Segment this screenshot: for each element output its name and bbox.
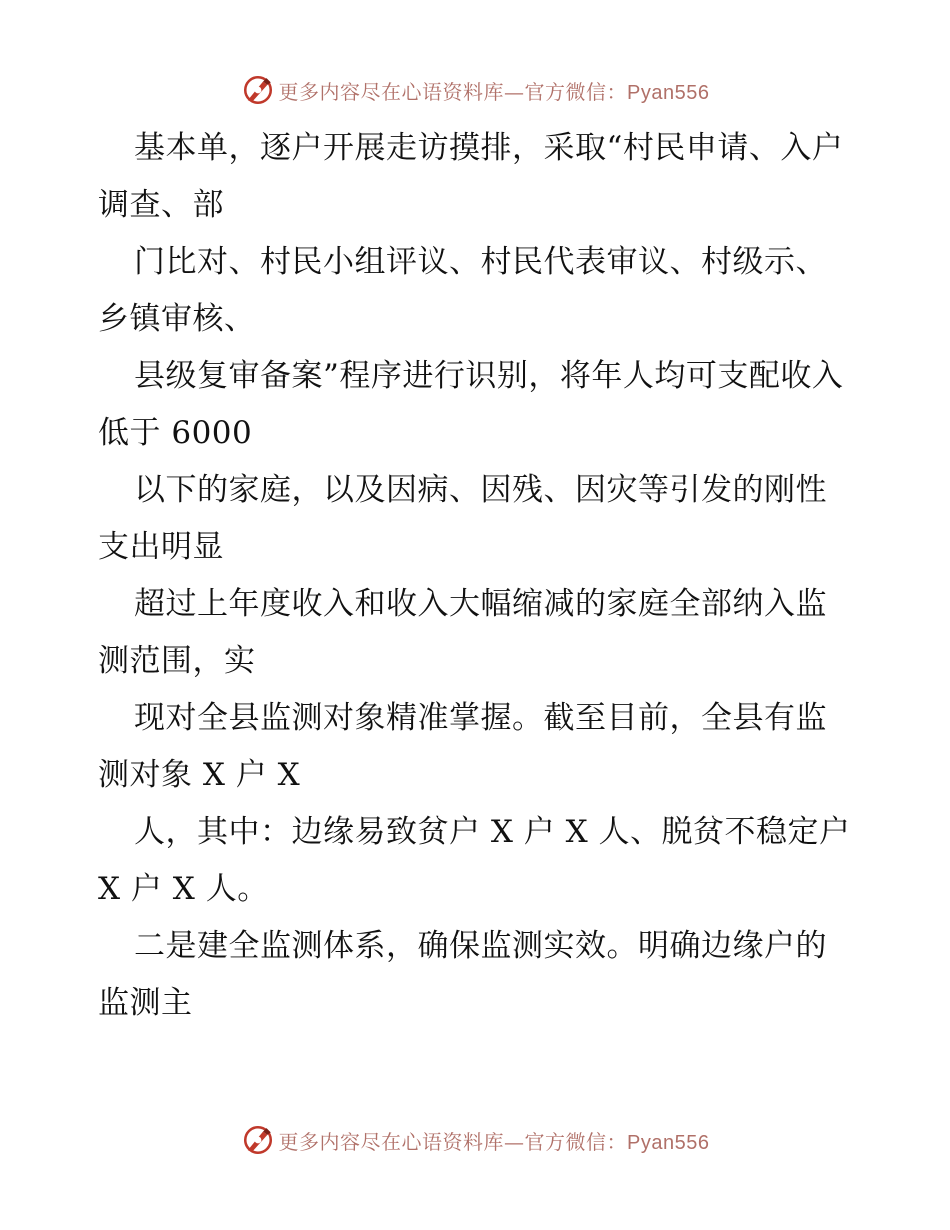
- banner-text: [279, 76, 710, 105]
- banner-site-text: 更多内容尽在心语资料库—官方微信：: [278, 79, 628, 104]
- header-banner: [0, 70, 950, 110]
- document-body: [98, 120, 861, 1032]
- pen-logo-icon: [241, 1123, 275, 1157]
- banner-text: [279, 1126, 710, 1155]
- banner-handle: Pyan556: [627, 1131, 710, 1154]
- paragraph: 基本单，逐户开展走访摸排，采取“村民申请、入户调查、部: [98, 130, 844, 223]
- paragraph: 人，其中：边缘易致贫户 X 户 X 人、脱贫不稳定户 X 户 X 人。: [98, 814, 861, 907]
- paragraph: 超过上年度收入和收入大幅缩减的家庭全部纳入监测范围，实: [98, 586, 827, 679]
- pen-logo-icon: [241, 73, 275, 107]
- banner-site-text: 更多内容尽在心语资料库—官方微信：: [278, 1129, 628, 1154]
- paragraph: 门比对、村民小组评议、村民代表审议、村级示、乡镇审核、: [98, 244, 827, 337]
- paragraph: 县级复审备案”程序进行识别，将年人均可支配收入低于 6000: [98, 358, 844, 451]
- banner-handle: Pyan556: [627, 81, 710, 104]
- footer-banner: [0, 1120, 950, 1160]
- paragraph: 现对全县监测对象精准掌握。截至目前，全县有监测对象 X 户 X: [98, 700, 827, 793]
- paragraph: 二是建全监测体系，确保监测实效。明确边缘户的监测主: [98, 928, 827, 1021]
- paragraph: 以下的家庭，以及因病、因残、因灾等引发的刚性支出明显: [98, 472, 827, 565]
